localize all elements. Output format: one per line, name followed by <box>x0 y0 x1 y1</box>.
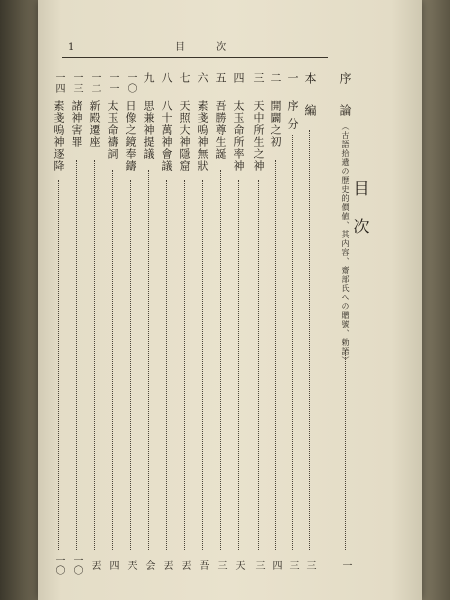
chapter-page: 吾 <box>197 560 208 570</box>
chapter-leader <box>202 180 203 550</box>
chapter-extra: 分 <box>286 118 299 130</box>
toc-title: 目次 <box>351 180 370 256</box>
chapter-page: 天 <box>233 560 244 570</box>
chapter-title: 太玉命禱詞 <box>106 100 119 160</box>
chapter-page: 一〇 <box>53 555 64 575</box>
chapter-title: 吾勝尊生誕 <box>214 100 227 160</box>
chapter-number: 一二 <box>89 72 100 94</box>
chapter-title: 天中所生之神 <box>252 100 265 172</box>
chapter-leader <box>112 170 113 550</box>
chapter-leader <box>166 180 167 550</box>
chapter-leader <box>238 180 239 550</box>
chapter-leader <box>258 180 259 550</box>
chapter-page: 三 <box>215 560 226 570</box>
chapter-page: 会 <box>143 560 154 570</box>
chapter-number: 四 <box>232 72 245 84</box>
chapter-number: 三 <box>252 72 265 84</box>
part-leader <box>309 130 310 550</box>
chapter-leader <box>292 135 293 550</box>
chapter-leader <box>130 180 131 550</box>
chapter-page: 三 <box>287 560 298 570</box>
chapter-leader <box>220 170 221 550</box>
chapter-number: 一一 <box>107 72 118 94</box>
part-body: 編 <box>303 104 317 117</box>
chapter-page: 兲 <box>125 560 136 570</box>
chapter-leader <box>148 170 149 550</box>
chapter-page: 一〇 <box>71 555 82 575</box>
intro-page: 一 <box>340 560 351 570</box>
chapter-page: 四 <box>107 560 118 570</box>
chapter-leader <box>58 180 59 550</box>
chapter-number: 八 <box>160 72 173 84</box>
intro-label: 序 <box>338 72 352 85</box>
chapter-title: 諸神害罪 <box>70 100 83 148</box>
chapter-number: 二 <box>269 72 282 84</box>
chapter-title: 新殿遷座 <box>88 100 101 148</box>
chapter-number: 七 <box>178 72 191 84</box>
chapter-number: 九 <box>142 72 155 84</box>
chapter-leader <box>94 160 95 550</box>
chapter-page: 三 <box>253 560 264 570</box>
chapter-number: 六 <box>196 72 209 84</box>
chapter-title: 序 <box>286 100 299 112</box>
intro-leader <box>345 350 346 550</box>
chapter-title: 日像之鏡奉鑄 <box>124 100 137 172</box>
chapter-number: 五 <box>214 72 227 84</box>
part-page: 三 <box>304 560 315 570</box>
part-label: 本 <box>303 72 317 85</box>
chapter-leader <box>275 160 276 550</box>
chapter-page: 丟 <box>161 560 172 570</box>
intro-note: （古語拾遺の歷史的價値、其内容、齋部氏への贈號、勅語） <box>341 122 350 365</box>
chapter-page: 丟 <box>179 560 190 570</box>
chapter-title: 八十萬神會議 <box>160 100 173 172</box>
chapter-title: 天照大神隱窟 <box>178 100 191 172</box>
chapter-number: 一 <box>286 72 299 84</box>
chapter-number: 一三 <box>71 72 82 94</box>
chapter-title: 太玉命所率神 <box>232 100 245 172</box>
chapter-title: 思兼神提議 <box>142 100 155 160</box>
running-title: 目 次 <box>175 42 241 53</box>
chapter-page: 丟 <box>89 560 100 570</box>
chapter-number: 一四 <box>53 72 64 94</box>
intro-body: 論 <box>338 104 352 117</box>
chapter-number: 一〇 <box>125 72 136 94</box>
background-edge <box>422 0 450 600</box>
chapter-title: 素戔嗚神逐降 <box>52 100 65 172</box>
page-number: 1 <box>68 42 75 53</box>
chapter-title: 素戔嗚神無狀 <box>196 100 209 172</box>
header-rule <box>62 57 328 58</box>
chapter-leader <box>76 160 77 550</box>
book-spine-shadow <box>0 0 38 600</box>
chapter-page: 四 <box>270 560 281 570</box>
chapter-title: 開闢之初 <box>269 100 282 148</box>
chapter-leader <box>184 180 185 550</box>
